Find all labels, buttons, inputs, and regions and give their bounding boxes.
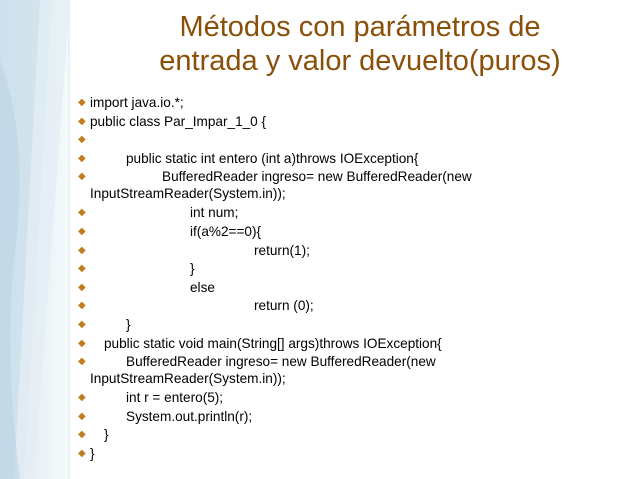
slide-title <box>100 10 620 78</box>
code-line <box>78 223 630 242</box>
diamond-bullet-icon: ◆ <box>78 263 86 275</box>
title-line-1: Métodos con parámetros de <box>179 11 541 43</box>
code-line <box>78 297 630 316</box>
title-line-2: entrada y valor devuelto(puros) <box>159 45 561 77</box>
code-line <box>78 445 630 464</box>
diamond-bullet-icon: ◆ <box>78 281 86 293</box>
code-line <box>78 242 630 261</box>
diamond-bullet-icon: ◆ <box>78 152 86 164</box>
code-line <box>78 316 630 335</box>
diamond-bullet-icon: ◆ <box>78 207 86 219</box>
code-line-text: } <box>104 427 109 443</box>
code-line <box>78 353 630 389</box>
code-line-text: BufferedReader ingreso= new BufferedReader(new <box>162 169 472 185</box>
code-line-text: int r = entero(5); <box>126 390 224 406</box>
diamond-bullet-icon: ◆ <box>78 300 86 312</box>
diamond-bullet-icon: ◆ <box>78 392 86 404</box>
diamond-bullet-icon: ◆ <box>78 356 86 368</box>
code-listing <box>78 94 630 464</box>
code-line-text: public class Par_Impar_1_0 { <box>90 113 267 129</box>
code-line-text: if(a%2==0){ <box>190 223 262 239</box>
diamond-bullet-icon: ◆ <box>78 171 86 183</box>
code-line <box>78 408 630 427</box>
code-line-text: return (0); <box>254 298 314 314</box>
code-line-text: return(1); <box>254 242 310 258</box>
diamond-bullet-icon: ◆ <box>78 134 86 146</box>
code-line <box>78 168 630 204</box>
diamond-bullet-icon: ◆ <box>78 244 86 256</box>
code-line-text: } <box>190 261 195 277</box>
code-line <box>78 426 630 445</box>
diamond-bullet-icon: ◆ <box>78 225 86 237</box>
diamond-bullet-icon: ◆ <box>78 410 86 422</box>
code-line-text: BufferedReader ingreso= new BufferedReader(new <box>126 354 436 370</box>
code-line-continuation: InputStreamReader(System.in)); <box>90 371 286 387</box>
code-line <box>78 94 630 113</box>
code-line-text: else <box>190 279 215 295</box>
code-line-text: System.out.println(r); <box>126 408 253 424</box>
code-line <box>78 279 630 298</box>
code-line-text: public static int entero (int a)throws IOException{ <box>126 150 419 166</box>
code-line <box>78 131 630 150</box>
code-line <box>78 204 630 223</box>
code-line-text: } <box>126 316 131 332</box>
code-line <box>78 335 630 354</box>
code-line-text: import java.io.*; <box>90 95 184 110</box>
code-line-text: public static void main(String[] args)throws IOException{ <box>104 335 442 351</box>
code-line-continuation: InputStreamReader(System.in)); <box>90 186 286 202</box>
diamond-bullet-icon: ◆ <box>78 429 86 441</box>
code-line <box>78 150 630 169</box>
code-line-text: } <box>90 445 95 461</box>
code-line <box>78 260 630 279</box>
diamond-bullet-icon: ◆ <box>78 115 86 127</box>
code-line-text: int num; <box>190 205 239 221</box>
code-line <box>78 389 630 408</box>
diamond-bullet-icon: ◆ <box>78 447 86 459</box>
diamond-bullet-icon: ◆ <box>78 97 86 108</box>
diamond-bullet-icon: ◆ <box>78 337 86 349</box>
diamond-bullet-icon: ◆ <box>78 318 86 330</box>
code-line <box>78 113 630 132</box>
